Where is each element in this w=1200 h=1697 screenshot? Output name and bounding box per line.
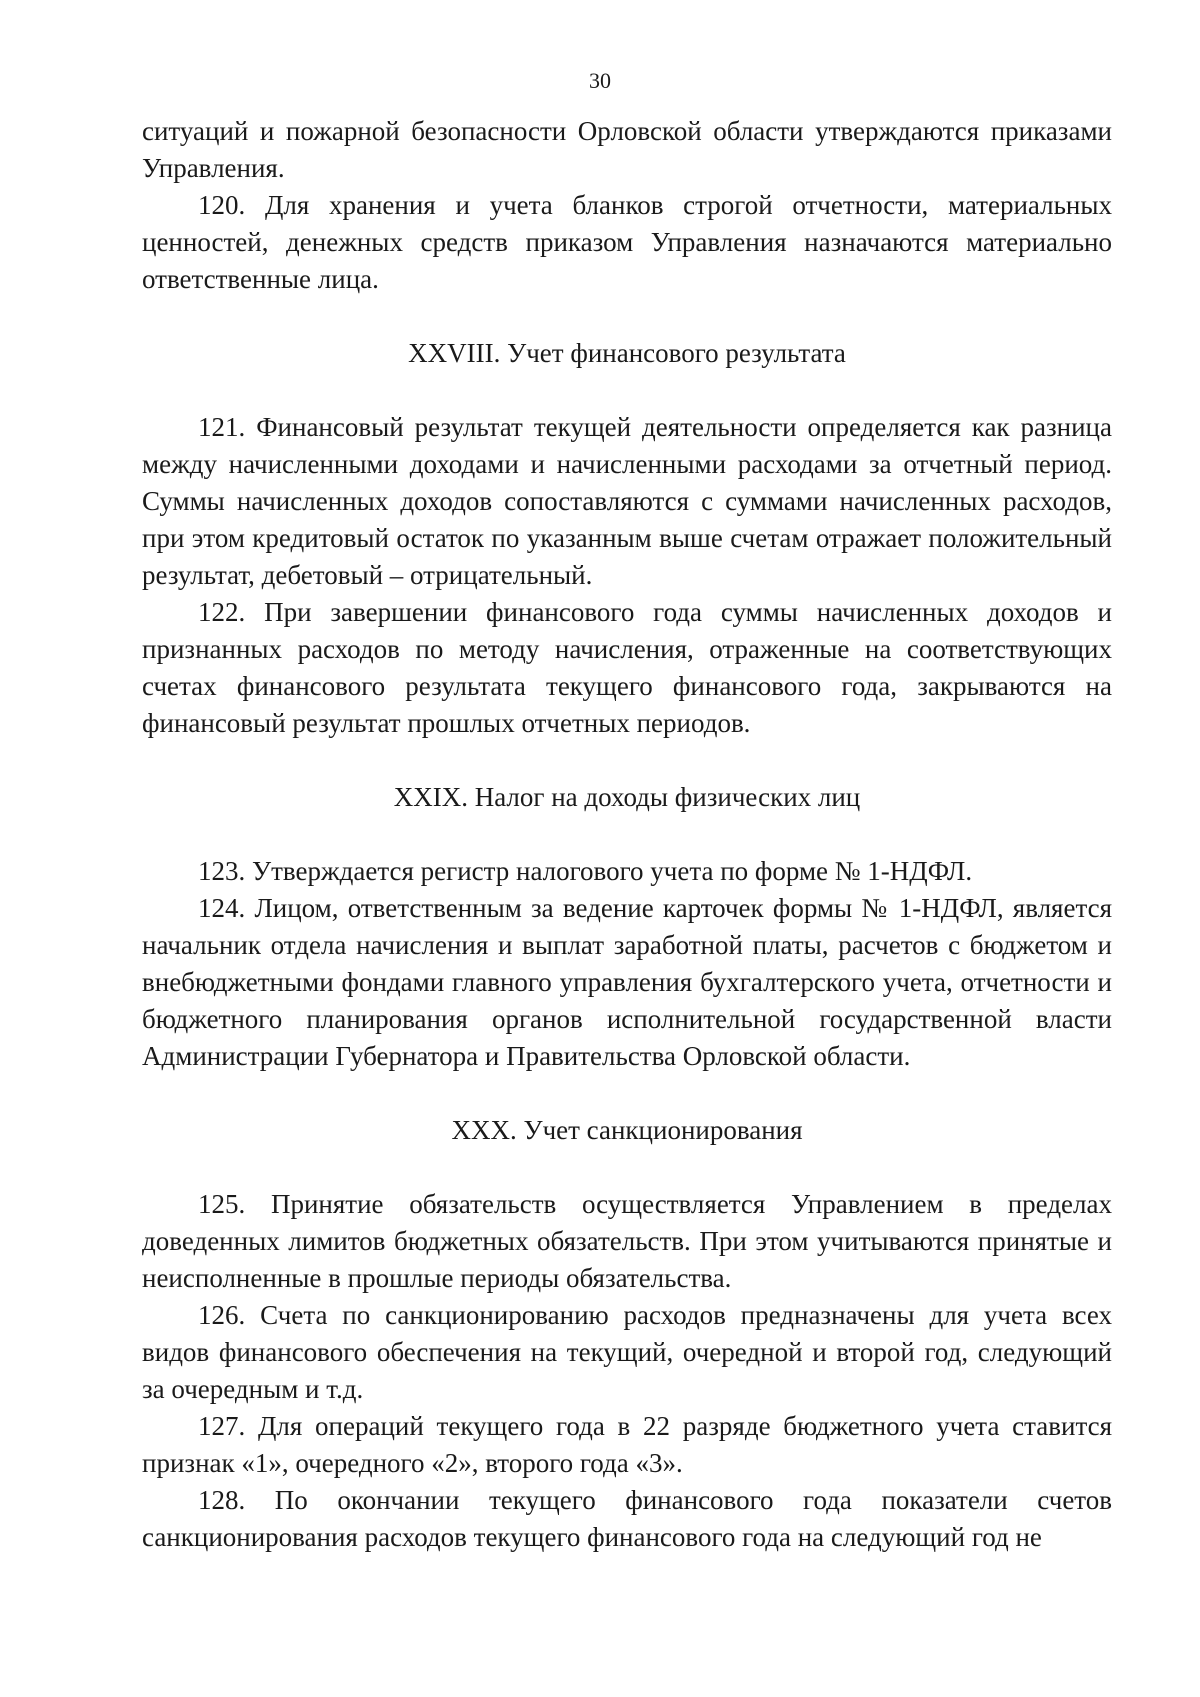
paragraph-continuation: ситуаций и пожарной безопасности Орловской области утверждаются приказами Управления. (142, 116, 1112, 183)
paragraph-127: 127. Для операций текущего года в 22 разряде бюджетного учета ставится признак «1», очередного «2», второго года «3». (142, 1411, 1112, 1478)
paragraph-125: 125. Принятие обязательств осуществляется Управлением в пределах доведенных лимитов бюджетных обязательств. При этом учитываются принятые и неисполненные в прошлые периоды обязательства. (142, 1189, 1112, 1293)
paragraph-122: 122. При завершении финансового года суммы начисленных доходов и признанных расходов по методу начисления, отраженные на соответствующих счетах финансового результата текущего финансового года, закрываются на финансовый результат прошлых отчетных периодов. (142, 597, 1112, 738)
paragraph-120: 120. Для хранения и учета бланков строгой отчетности, материальных ценностей, денежных средств приказом Управления назначаются материально ответственные лица. (142, 190, 1112, 294)
paragraph-123: 123. Утверждается регистр налогового учета по форме № 1-НДФЛ. (198, 856, 973, 886)
section-heading-xxviii: XXVIII. Учет финансового результата (408, 338, 846, 368)
paragraph-126: 126. Счета по санкционированию расходов предназначены для учета всех видов финансового обеспечения на текущий, очередной и второй год, следующий за очередным и т.д. (142, 1300, 1112, 1404)
document-body (142, 113, 1112, 1556)
paragraph-128: 128. По окончании текущего финансового года показатели счетов санкционирования расходов текущего финансового года на следующий год не (142, 1485, 1112, 1552)
section-heading-xxx: XXX. Учет санкционирования (451, 1115, 803, 1145)
paragraph-124: 124. Лицом, ответственным за ведение карточек формы № 1-НДФЛ, является начальник отдела начисления и выплат заработной платы, расчетов с бюджетом и внебюджетными фондами главного управления бухгалтерского учета, отчетности и бюджетного планирования органов исполнительной государственной власти Администрации Губернатора и Правительства Орловской области. (142, 893, 1112, 1071)
section-heading-xxix: XXIX. Налог на доходы физических лиц (393, 782, 861, 812)
page-number: 30 (589, 68, 611, 93)
paragraph-121: 121. Финансовый результат текущей деятельности определяется как разница между начисленными доходами и начисленными расходами за отчетный период. Суммы начисленных доходов сопоставляются с суммами начисленных расходов, при этом кредитовый остаток по указанным выше счетам отражает положительный результат, дебетовый – отрицательный. (142, 412, 1112, 590)
